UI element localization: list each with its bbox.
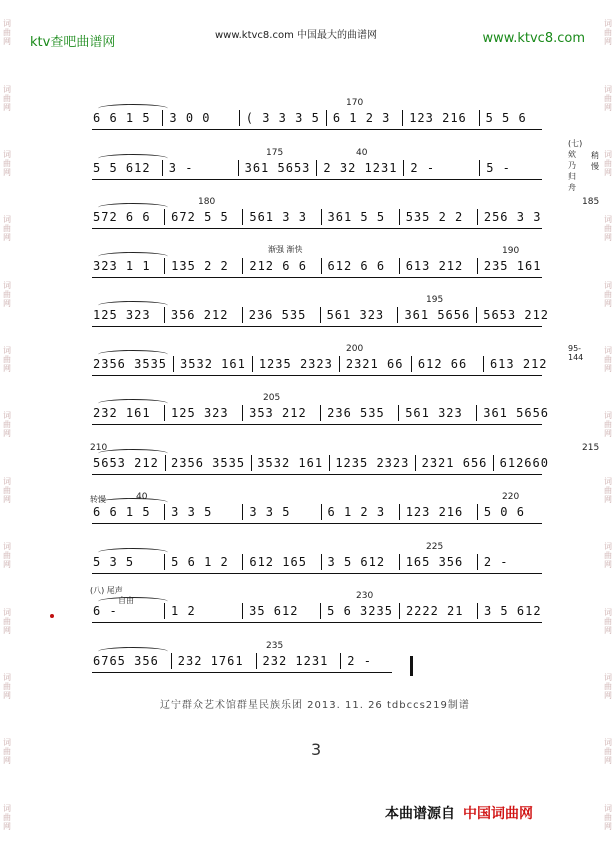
measure: 353 212	[249, 406, 307, 420]
left-watermark-strip	[0, 0, 14, 850]
beam-underline	[92, 375, 542, 376]
measure: 361 5 5	[327, 210, 386, 224]
beam-underline	[92, 424, 542, 425]
measure-number: 215	[582, 443, 600, 453]
watermark-text: 词曲网	[2, 738, 12, 766]
measure: 2356 3535	[93, 357, 168, 371]
score-row	[88, 641, 554, 679]
barline	[339, 356, 340, 372]
watermark-text: 词曲网	[2, 215, 12, 243]
barline	[171, 653, 172, 669]
measure: 232 1761	[177, 654, 244, 668]
barline	[477, 554, 478, 570]
beam-underline	[92, 573, 542, 574]
measure-number: 195	[426, 295, 444, 305]
beam-underline	[92, 179, 542, 180]
measure: 3 5 612	[327, 555, 386, 569]
barline	[252, 356, 253, 372]
measure: 6 1 2 3	[327, 505, 386, 519]
measure: 1 2	[171, 604, 196, 618]
barline	[242, 603, 243, 619]
measure: 2222 21	[405, 604, 464, 618]
slur-arc	[98, 449, 168, 458]
watermark-text: 词曲网	[2, 346, 12, 374]
measure: 612 165	[249, 555, 307, 569]
measure: 35 612	[249, 604, 299, 618]
measure: 212 6 6	[249, 259, 307, 273]
red-mark	[50, 614, 54, 618]
barline	[477, 209, 478, 225]
measure: 3 -	[168, 161, 194, 175]
measure-number: 40	[356, 148, 368, 158]
barline	[242, 405, 243, 421]
watermark-text: 词曲网	[603, 411, 613, 439]
page-number: 3	[311, 740, 322, 759]
barline	[242, 504, 243, 520]
barline	[399, 209, 400, 225]
measure: 232 1231	[262, 654, 329, 668]
watermark-text: 词曲网	[2, 411, 12, 439]
slur-arc	[98, 647, 168, 656]
measure-number: 190	[502, 246, 520, 256]
measure: 5 5 612	[93, 161, 151, 175]
measure: 613 212	[489, 357, 548, 371]
measure-number: 235	[266, 641, 284, 651]
measure-number: 220	[502, 492, 520, 502]
beam-underline	[92, 326, 542, 327]
beam-underline	[92, 474, 542, 475]
barline	[321, 258, 322, 274]
watermark-text: 词曲网	[603, 738, 613, 766]
watermark-text: 词曲网	[603, 803, 613, 831]
slur-arc	[98, 154, 168, 163]
barline	[320, 405, 321, 421]
barline	[242, 307, 243, 323]
barline	[238, 160, 239, 176]
performance-annotation: 渐强 渐快	[268, 245, 303, 254]
source-site-link[interactable]: 中国词曲网	[463, 806, 533, 822]
header-right-site[interactable]: www.ktvc8.com	[482, 31, 585, 46]
barline	[399, 504, 400, 520]
score-row	[88, 443, 600, 481]
barline	[399, 554, 400, 570]
watermark-text: 词曲网	[603, 215, 613, 243]
measure: 561 323	[326, 308, 385, 322]
measure-number: 230	[356, 591, 374, 601]
performance-annotation: 自由	[118, 596, 134, 605]
measure: 5653 212	[483, 308, 550, 322]
slur-arc	[98, 203, 168, 212]
measure: 1235 2323	[335, 456, 410, 470]
performance-annotation: 95-144	[568, 344, 584, 362]
slur-arc	[98, 548, 168, 557]
measure: 5 0 6	[483, 505, 525, 519]
barline	[479, 110, 480, 126]
watermark-text: 词曲网	[2, 803, 12, 831]
measure-number: 225	[426, 542, 444, 552]
watermark-text: 词曲网	[2, 149, 12, 177]
barline	[477, 258, 478, 274]
watermark-text: 词曲网	[2, 672, 12, 700]
watermark-text: 词曲网	[603, 84, 613, 112]
measure: ( 3 3 3 5	[245, 111, 320, 125]
score-row	[88, 245, 554, 284]
measure-number: 210	[90, 443, 108, 453]
barline	[321, 209, 322, 225]
barline	[239, 110, 240, 126]
score-row	[88, 98, 554, 136]
watermark-text: 词曲网	[603, 346, 613, 374]
slur-arc	[98, 498, 168, 507]
measure: 123 216	[405, 505, 464, 519]
measure: 5 5 6	[485, 111, 527, 125]
measure: 2 -	[483, 555, 509, 569]
measure-number: 180	[198, 197, 216, 207]
slur-arc	[98, 301, 168, 310]
slur-arc	[98, 399, 168, 408]
measure: 2 -	[410, 161, 436, 175]
barline	[477, 603, 478, 619]
barline	[476, 307, 477, 323]
measure-number: 200	[346, 344, 364, 354]
slur-arc	[98, 350, 168, 359]
barline	[479, 160, 480, 176]
barline	[403, 160, 404, 176]
watermark-text: 词曲网	[603, 672, 613, 700]
measure: 572 6 6	[93, 210, 151, 224]
measure: 236 535	[327, 406, 385, 420]
measure: 361 5656	[404, 308, 471, 322]
barline	[321, 504, 322, 520]
beam-underline	[92, 228, 542, 229]
barline	[320, 603, 321, 619]
score-row	[88, 492, 554, 530]
watermark-text: 词曲网	[2, 607, 12, 635]
measure: 6 1 2 3	[332, 111, 391, 125]
measure-number: 205	[263, 393, 281, 403]
barline	[316, 160, 317, 176]
barline	[242, 258, 243, 274]
measure-number: 40	[136, 492, 148, 502]
watermark-text: 词曲网	[603, 476, 613, 504]
measure: 2 -	[347, 654, 372, 668]
slur-arc	[98, 252, 168, 261]
score-row	[88, 139, 599, 192]
barline	[476, 405, 477, 421]
measure: 3 3 5	[249, 505, 291, 519]
measure: 3 0 0	[169, 111, 211, 125]
barline	[399, 258, 400, 274]
measure: 123 216	[409, 111, 467, 125]
measure: 6 6 1 5	[93, 111, 151, 125]
score-row	[88, 393, 554, 431]
measure: 2321 66	[345, 357, 404, 371]
footer-credit: 辽宁群众艺术馆群星民族乐团 2013. 11. 26 tdbccs219制谱	[160, 700, 470, 711]
watermark-text: 词曲网	[603, 542, 613, 570]
measure-number: 185	[582, 197, 600, 207]
measure: 256 3 3	[483, 210, 542, 224]
measure: 232 161	[93, 406, 151, 420]
measure: 125 323	[93, 308, 151, 322]
measure: 165 356	[405, 555, 464, 569]
measure: 2 32 1231	[323, 161, 398, 175]
measure: 612 6 6	[327, 259, 386, 273]
performance-annotation: 转慢	[90, 495, 106, 504]
measure: 361 5653	[244, 161, 311, 175]
measure: 3532 161	[180, 357, 246, 371]
watermark-text: 词曲网	[603, 149, 613, 177]
final-barline	[410, 656, 413, 676]
beam-underline	[92, 277, 542, 278]
measure: 5653 212	[93, 456, 159, 470]
measure: 535 2 2	[405, 210, 464, 224]
score-row	[88, 542, 554, 580]
performance-annotation: (七) 欸乃归舟	[568, 139, 583, 192]
measure: 125 323	[171, 406, 229, 420]
watermark-text: 词曲网	[603, 19, 613, 47]
barline	[340, 653, 341, 669]
score-row	[88, 344, 584, 382]
measure: 6 -	[93, 604, 118, 618]
measure: 236 535	[248, 308, 307, 322]
measure: 235 161	[483, 259, 542, 273]
barline	[411, 356, 412, 372]
measure: 612 66	[417, 357, 468, 371]
measure: 356 212	[170, 308, 229, 322]
barline	[256, 653, 257, 669]
source-credit	[385, 803, 533, 823]
barline	[477, 504, 478, 520]
barline	[242, 554, 243, 570]
score-row	[88, 197, 600, 235]
measure: 3 3 5	[171, 505, 213, 519]
source-label: 本曲谱源自	[385, 806, 455, 822]
score-row	[88, 295, 554, 333]
barline	[173, 356, 174, 372]
header-middle-title: www.ktvc8.com 中国最大的曲谱网	[215, 30, 378, 41]
beam-underline	[92, 523, 542, 524]
measure: 561 323	[405, 406, 463, 420]
barline	[398, 405, 399, 421]
beam-underline	[92, 672, 392, 673]
watermark-text: 词曲网	[2, 476, 12, 504]
barline	[402, 110, 403, 126]
measure: 5 6 3235	[327, 604, 393, 618]
measure: 2356 3535	[171, 456, 246, 470]
measure: 612660	[499, 456, 549, 470]
beam-underline	[92, 622, 542, 623]
slur-arc	[98, 104, 168, 113]
right-watermark-strip	[601, 0, 615, 850]
barline	[321, 554, 322, 570]
watermark-text: 词曲网	[603, 280, 613, 308]
measure: 6765 356	[93, 654, 159, 668]
measure: 3 5 612	[483, 604, 542, 618]
barline	[242, 209, 243, 225]
barline	[320, 307, 321, 323]
measure: 6 6 1 5	[93, 505, 151, 519]
watermark-text: 词曲网	[2, 280, 12, 308]
measure-number: 170	[346, 98, 364, 108]
beam-underline	[92, 129, 542, 130]
performance-annotation: (八) 尾声	[90, 586, 123, 595]
barline	[397, 307, 398, 323]
header-left-site[interactable]: ktv查吧曲谱网	[30, 35, 116, 50]
barline	[326, 110, 327, 126]
measure: 561 3 3	[249, 210, 307, 224]
measure: 361 5656	[483, 406, 550, 420]
measure: 1235 2323	[258, 357, 333, 371]
performance-annotation: 稍慢	[591, 151, 599, 171]
measure: 5 -	[486, 161, 511, 175]
barline	[483, 356, 484, 372]
watermark-text: 词曲网	[603, 607, 613, 635]
watermark-text: 词曲网	[2, 542, 12, 570]
measure: 2321 656	[421, 456, 488, 470]
measure-number: 175	[266, 148, 284, 158]
score-row	[88, 586, 554, 629]
barline	[399, 603, 400, 619]
measure: 613 212	[405, 259, 464, 273]
watermark-text: 词曲网	[2, 19, 12, 47]
measure: 135 2 2	[171, 259, 229, 273]
measure: 5 6 1 2	[171, 555, 229, 569]
measure: 672 5 5	[171, 210, 229, 224]
measure: 5 3 5	[93, 555, 135, 569]
watermark-text: 词曲网	[2, 84, 12, 112]
measure: 3532 161	[257, 456, 324, 470]
measure: 323 1 1	[93, 259, 151, 273]
